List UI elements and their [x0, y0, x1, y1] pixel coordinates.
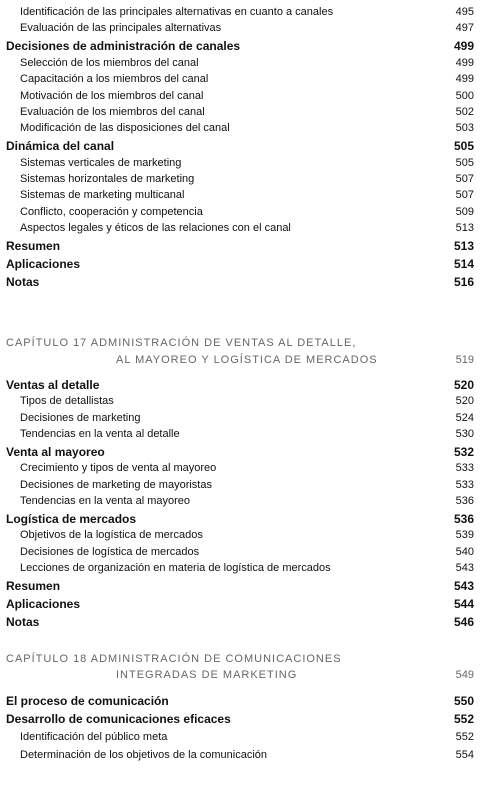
toc-heading-entry: [0, 693, 502, 709]
toc-entry-page-number: 500: [455, 89, 474, 102]
toc-entry-page-number: 536: [455, 494, 474, 507]
toc-entry-page-number: 516: [453, 274, 474, 289]
toc-entry-page-number: 513: [453, 239, 474, 254]
toc-entry-title: El proceso de comunicación: [6, 694, 169, 708]
toc-heading-entry: [0, 511, 502, 527]
toc-entry-title: Resumen: [6, 239, 61, 254]
toc-entry-title: Lecciones de organización en materia de logística de mercados: [20, 561, 331, 574]
toc-subentry: [0, 410, 502, 426]
toc-entry-page-number: 495: [455, 6, 474, 18]
toc-entry-title: Tendencias en la venta al mayoreo: [20, 494, 190, 507]
toc-heading-entry: [0, 138, 502, 154]
toc-subentry: [0, 493, 502, 509]
toc-entry-page-number: 499: [453, 39, 474, 54]
toc-subentry: [0, 104, 502, 120]
toc-subentry: [0, 4, 502, 20]
toc-entry-title: Ventas al detalle: [6, 378, 100, 392]
toc-entry-page-number: 497: [455, 22, 474, 35]
chapter-18-heading: [6, 653, 502, 693]
toc-subentry: [0, 171, 502, 187]
toc-entry-title: Logística de mercados: [6, 512, 137, 526]
toc-entry-page-number: 543: [455, 561, 474, 574]
toc-entry-page-number: 520: [455, 395, 474, 408]
toc-entry-title: Determinación de los objetivos de la comunicación: [20, 749, 268, 761]
toc-entry-title: Motivación de los miembros del canal: [20, 89, 204, 102]
toc-subentry: [0, 477, 502, 493]
toc-entry-page-number: 546: [453, 615, 474, 630]
toc-subentry: [0, 527, 502, 543]
toc-entry-title: Venta al mayoreo: [6, 445, 105, 459]
toc-entry-page-number: 552: [453, 712, 474, 726]
toc-subentry: [0, 71, 502, 87]
toc-subentry: [0, 187, 502, 203]
toc-entry-page-number: 505: [453, 139, 474, 154]
toc-entry-title: Identificación del público meta: [20, 731, 168, 743]
toc-heading-entry: [0, 578, 502, 594]
chapter-17-title-line1: CAPÍTULO 17 ADMINISTRACIÓN DE VENTAS AL DETALLE,: [6, 337, 357, 349]
toc-entry-page-number: 539: [455, 529, 474, 542]
toc-entry-title: Tipos de detallistas: [20, 395, 114, 408]
toc-entry-title: Evaluación de las principales alternativas: [20, 22, 222, 35]
toc-subentry: [0, 747, 502, 763]
toc-entry-page-number: 503: [455, 122, 474, 135]
toc-heading-entry: [0, 614, 502, 630]
toc-entry-title: Notas: [6, 615, 40, 630]
toc-entry-page-number: 543: [453, 579, 474, 593]
chapter-17-page: 519: [455, 354, 474, 366]
toc-entry-page-number: 540: [455, 545, 474, 558]
toc-heading-entry: [0, 256, 502, 272]
toc-entry-page-number: 513: [455, 222, 474, 235]
toc-entry-page-number: 536: [453, 512, 474, 526]
toc-entry-page-number: 554: [455, 749, 474, 761]
toc-entry-title: Objetivos de la logística de mercados: [20, 529, 203, 542]
toc-subentry: [0, 460, 502, 476]
toc-entry-title: Resumen: [6, 579, 61, 593]
toc-entry-page-number: 524: [455, 411, 474, 424]
toc-entry-title: Identificación de las principales alternativas en cuanto a canales: [20, 6, 334, 18]
chapter-18-title-line1: CAPÍTULO 18 ADMINISTRACIÓN DE COMUNICACIONES: [6, 653, 342, 665]
toc-entry-title: Decisiones de marketing de mayoristas: [20, 478, 212, 491]
toc-entry-title: Desarrollo de comunicaciones eficaces: [6, 712, 231, 726]
toc-subentry: [0, 20, 502, 36]
toc-entry-title: Crecimiento y tipos de venta al mayoreo: [20, 462, 217, 475]
toc-entry-title: Modificación de las disposiciones del canal: [20, 122, 230, 135]
toc-entry-page-number: 502: [455, 105, 474, 118]
toc-entry-page-number: 507: [455, 189, 474, 202]
toc-subentry: [0, 220, 502, 236]
toc-entry-page-number: 499: [455, 56, 474, 69]
toc-entry-title: Sistemas horizontales de marketing: [20, 173, 195, 185]
toc-heading-entry: [0, 238, 502, 254]
toc-subentry: [0, 88, 502, 104]
toc-entry-title: Aplicaciones: [6, 257, 81, 271]
toc-entry-title: Decisiones de marketing: [20, 411, 141, 424]
toc-subentry: [0, 204, 502, 220]
toc-entry-page-number: 544: [453, 597, 474, 612]
toc-entry-page-number: 550: [453, 694, 474, 708]
chapter-18-title-line2: INTEGRADAS DE MARKETING: [116, 669, 298, 681]
toc-entry-title: Sistemas de marketing multicanal: [20, 189, 185, 202]
toc-entry-title: Selección de los miembros del canal: [20, 56, 199, 69]
toc-entry-title: Aplicaciones: [6, 597, 81, 612]
toc-entry-title: Aspectos legales y éticos de las relaciones con el canal: [20, 222, 291, 235]
toc-subentry: [0, 120, 502, 136]
toc-heading-entry: [0, 596, 502, 612]
toc-entry-title: Capacitación a los miembros del canal: [20, 73, 209, 86]
toc-entry-title: Dinámica del canal: [6, 139, 115, 154]
toc-entry-page-number: 507: [455, 173, 474, 185]
toc-heading-entry: [0, 377, 502, 393]
toc-subentry: [0, 155, 502, 171]
toc-heading-entry: [0, 274, 502, 290]
toc-entry-page-number: 520: [453, 378, 474, 392]
chapter-18-page: 549: [455, 669, 474, 681]
toc-entry-page-number: 532: [453, 445, 474, 459]
chapter-17-heading: [6, 337, 502, 377]
toc-entry-title: Conflicto, cooperación y competencia: [20, 205, 203, 218]
toc-entry-page-number: 499: [455, 73, 474, 86]
toc-entry-title: Evaluación de los miembros del canal: [20, 105, 205, 118]
toc-entry-page-number: 509: [455, 205, 474, 218]
toc-entry-page-number: 505: [455, 156, 474, 169]
toc-subentry: [0, 393, 502, 409]
toc-entry-title: Sistemas verticales de marketing: [20, 156, 182, 169]
toc-entry-title: Decisiones de logística de mercados: [20, 545, 200, 558]
toc-entry-title: Decisiones de administración de canales: [6, 39, 241, 54]
toc-subentry: [0, 560, 502, 576]
toc-entry-page-number: 530: [455, 427, 474, 440]
toc-subentry: [0, 729, 502, 745]
toc-heading-entry: [0, 38, 502, 54]
toc-subentry: [0, 544, 502, 560]
toc-heading-entry: [0, 711, 502, 727]
toc-heading-entry: [0, 444, 502, 460]
toc-subentry: [0, 426, 502, 442]
toc-entry-title: Tendencias en la venta al detalle: [20, 427, 180, 440]
chapter-17-title-line2: AL MAYOREO Y LOGÍSTICA DE MERCADOS: [116, 354, 378, 366]
toc-subentry: [0, 55, 502, 71]
toc-entry-page-number: 552: [455, 731, 474, 743]
toc-entry-page-number: 533: [455, 462, 474, 475]
toc-entry-title: Notas: [6, 274, 40, 289]
toc-entry-page-number: 533: [455, 478, 474, 491]
toc-entry-page-number: 514: [453, 257, 474, 271]
